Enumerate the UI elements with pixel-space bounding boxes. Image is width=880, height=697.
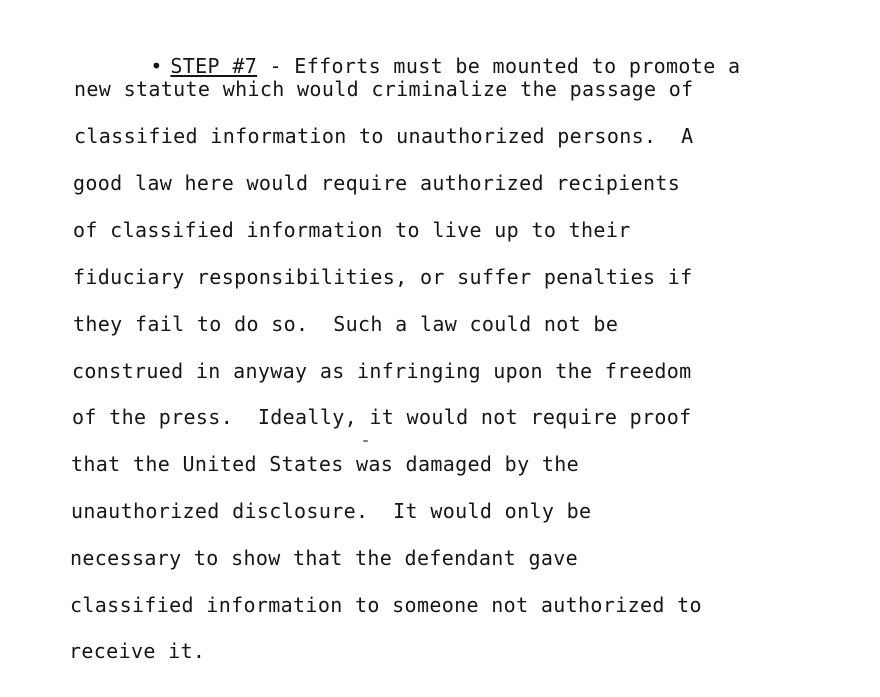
paragraph-line-2: new statute which would criminalize the passage of xyxy=(74,77,694,101)
paragraph-line-3: classified information to unauthorized persons. A xyxy=(74,124,694,148)
paragraph-line-7: they fail to do so. Such a law could not be xyxy=(73,312,619,336)
paragraph-line-8: construed in anyway as infringing upon the freedom xyxy=(72,359,692,383)
step-heading: STEP #7 xyxy=(170,54,258,78)
line-text: Efforts must be mounted to promote a xyxy=(294,54,741,78)
scan-speck xyxy=(363,440,368,442)
paragraph-line-4: good law here would require authorized recipients xyxy=(73,171,681,195)
paragraph-line-14: receive it. xyxy=(69,639,206,663)
paragraph-line-13: classified information to someone not authorized to xyxy=(70,593,702,617)
paragraph-line-10: that the United States was damaged by the xyxy=(71,452,580,476)
paragraph-line-5: of classified information to live up to their xyxy=(73,218,631,242)
paragraph-line-6: fiduciary responsibilities, or suffer penalties if xyxy=(73,265,693,289)
paragraph-line-11: unauthorized disclosure. It would only be xyxy=(71,499,592,523)
paragraph-line-9: of the press. Ideally, it would not require proof xyxy=(72,405,692,429)
bullet-marker: • xyxy=(150,54,163,78)
paragraph-line-1 xyxy=(76,30,741,78)
step-separator: - xyxy=(257,54,295,78)
paragraph-line-12: necessary to show that the defendant gave xyxy=(70,546,579,570)
